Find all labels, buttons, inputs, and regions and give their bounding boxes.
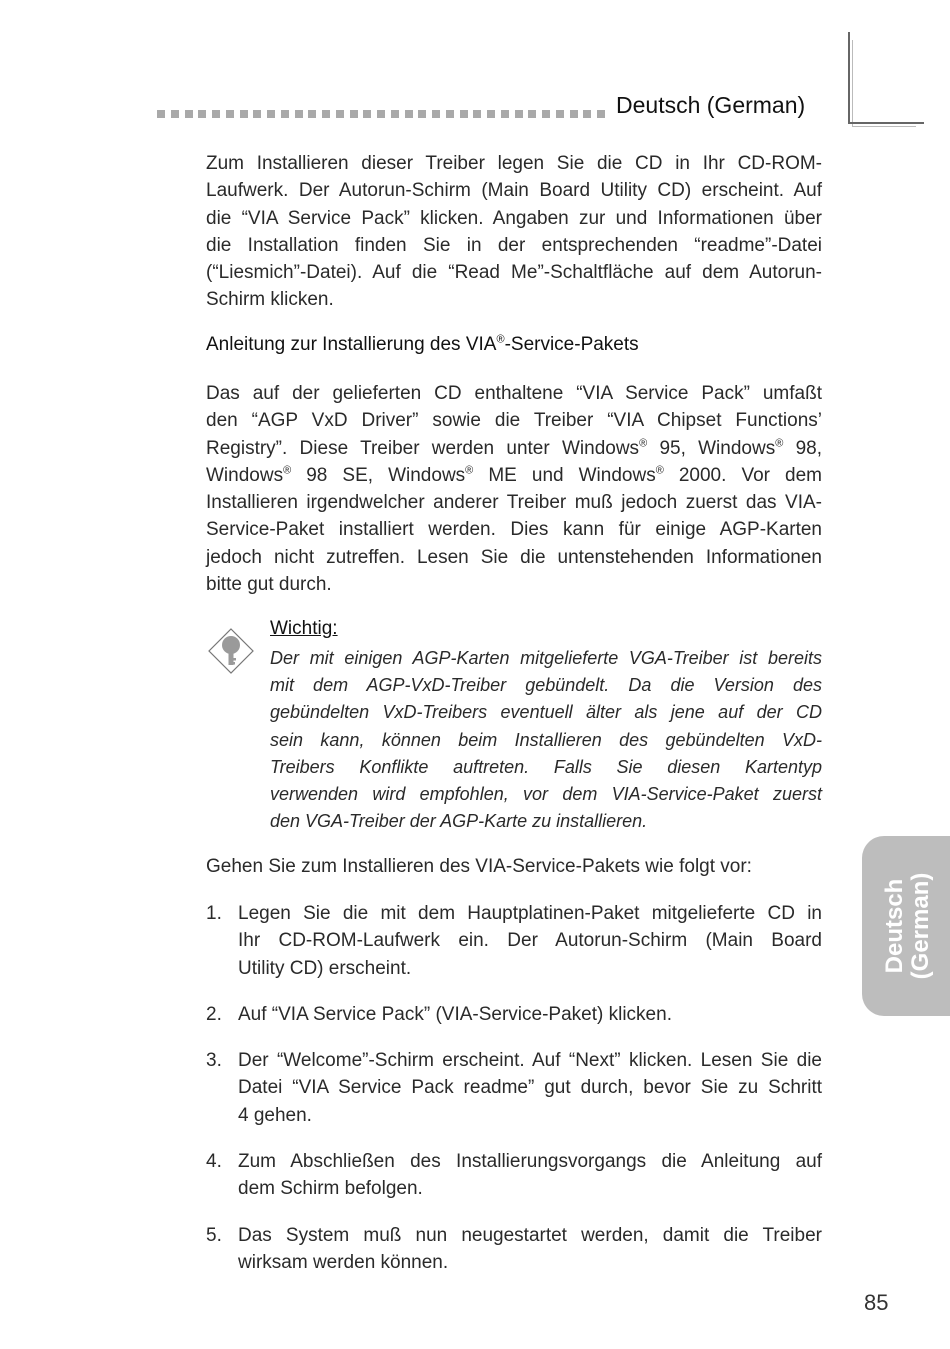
header-dot xyxy=(350,110,358,118)
text-line: (“Liesmich”-Datei). Auf die “Read Me”-Schaltfläche auf dem Autorun- xyxy=(206,262,822,284)
important-note-icon xyxy=(208,628,254,674)
header-dot xyxy=(556,110,564,118)
note-line: sein kann, können beim Installieren des gebündelten VxD- xyxy=(270,729,822,750)
list-line: Das System muß nun neugestartet werden, damit die Treiber xyxy=(238,1225,822,1246)
list-line: dem Schirm befolgen. xyxy=(238,1178,423,1200)
header-dot xyxy=(405,110,413,118)
steps-intro xyxy=(206,853,822,880)
text-fragment: 2000. Vor dem xyxy=(663,464,822,486)
header-dot xyxy=(487,110,495,118)
subheading-suffix: -Service-Pakets xyxy=(504,334,639,355)
header-dot xyxy=(570,110,578,118)
header-dot xyxy=(212,110,220,118)
list-line: Ihr CD-ROM-Laufwerk ein. Der Autorun-Schirm (Main Board xyxy=(238,930,822,952)
text-line: Das auf der gelieferten CD enthaltene “VIA Service Pack” umfaßt xyxy=(206,383,822,404)
header-dot xyxy=(185,110,193,118)
header-dot xyxy=(528,110,536,118)
list-line: Datei “VIA Service Pack readme” gut durch, bevor Sie zu Schritt xyxy=(238,1077,822,1099)
note-line: Der mit einigen AGP-Karten mitgelieferte VGA-Treiber ist bereits xyxy=(270,648,822,668)
list-number: 5. xyxy=(206,1225,222,1246)
note-title: Wichtig: xyxy=(270,618,338,639)
text-line: den “AGP VxD Driver” sowie die Treiber “VIA Chipset Functions’ xyxy=(206,410,822,432)
header-dot xyxy=(432,110,440,118)
text-line: jedoch nicht zutreffen. Lesen Sie die untenstehenden Informationen xyxy=(206,546,822,568)
note-line: verwenden wird empfohlen, vor dem VIA-Service-Paket zuerst xyxy=(270,784,822,805)
text-line: Zum Installieren dieser Treiber legen Sie die CD in Ihr CD-ROM- xyxy=(206,153,822,174)
corner-line-vertical xyxy=(848,32,850,124)
text-fragment: 98, xyxy=(783,437,822,459)
text-fragment: 95, Windows xyxy=(647,437,776,459)
header-dot xyxy=(322,110,330,118)
list-line: Utility CD) erscheint. xyxy=(238,957,412,979)
corner-shadow-horizontal xyxy=(852,126,916,127)
text-line: Laufwerk. Der Autorun-Schirm (Main Board Utility CD) erscheint. Auf xyxy=(206,180,822,202)
text-line: Service-Paket installiert werden. Dies kann für einige AGP-Karten xyxy=(206,519,822,541)
list-line: Der “Welcome”-Schirm erscheint. Auf “Next” klicken. Lesen Sie die xyxy=(238,1050,822,1071)
list-item xyxy=(206,1148,822,1203)
text-line: Gehen Sie zum Installieren des VIA-Service-Pakets wie folgt vor: xyxy=(206,856,752,877)
text-fragment: Windows xyxy=(206,464,284,486)
header-dot xyxy=(267,110,275,118)
text-line: die “VIA Service Pack” klicken. Angaben zur und Informationen über xyxy=(206,207,822,229)
note-body xyxy=(270,645,822,835)
side-tab-line: (German) xyxy=(907,872,934,980)
side-tab-label xyxy=(882,873,934,980)
registered-mark: ® xyxy=(283,464,292,477)
note-line: Treibers Konflikte auftreten. Falls Sie diesen Kartentyp xyxy=(270,756,822,777)
header-dot xyxy=(460,110,468,118)
note-line: gebündelten VxD-Treibers eventuell älter als jene auf der CD xyxy=(270,702,822,723)
note-line: mit dem AGP-VxD-Treiber gebündelt. Da die Version des xyxy=(270,675,822,696)
list-number: 1. xyxy=(206,903,222,924)
list-item xyxy=(206,1047,822,1129)
list-number: 2. xyxy=(206,1004,222,1025)
header-dot xyxy=(171,110,179,118)
text-fragment: 98 SE, Windows xyxy=(291,464,466,486)
header-dot xyxy=(377,110,385,118)
list-item xyxy=(206,1001,822,1028)
subheading-text: Anleitung zur Installierung des VIA xyxy=(206,334,497,355)
registered-mark: ® xyxy=(465,464,474,477)
corner-line-horizontal xyxy=(848,122,924,124)
text-line: die Installation finden Sie in der entsprechenden “readme”-Datei xyxy=(206,234,822,256)
corner-shadow-vertical xyxy=(852,40,853,126)
text-line xyxy=(206,462,822,489)
intro-paragraph xyxy=(206,150,822,314)
header-dotted-rule xyxy=(157,110,605,120)
header-dot xyxy=(583,110,591,118)
header-dot xyxy=(391,110,399,118)
list-line: Auf “VIA Service Pack” (VIA-Service-Paket) klicken. xyxy=(238,1004,672,1025)
list-line: Legen Sie die mit dem Hauptplatinen-Paket mitgelieferte CD in xyxy=(238,903,822,924)
page-number: 85 xyxy=(864,1290,889,1315)
header-dot xyxy=(542,110,550,118)
text-line: Schirm klicken. xyxy=(206,289,334,311)
header-dot xyxy=(418,110,426,118)
section-subheading xyxy=(206,334,639,356)
note-line: den VGA-Treiber der AGP-Karte zu installieren. xyxy=(270,811,648,832)
header-dot xyxy=(226,110,234,118)
header-dot xyxy=(253,110,261,118)
side-tab-line: Deutsch xyxy=(881,878,908,974)
header-dot xyxy=(363,110,371,118)
list-number: 3. xyxy=(206,1050,222,1071)
header-dot xyxy=(515,110,523,118)
header-dot xyxy=(473,110,481,118)
text-line xyxy=(206,435,822,462)
header-dot xyxy=(240,110,248,118)
list-item xyxy=(206,1222,822,1277)
list-line: 4 gehen. xyxy=(238,1104,312,1126)
header-dot xyxy=(336,110,344,118)
header-dot xyxy=(157,110,165,118)
header-dot xyxy=(198,110,206,118)
list-line: Zum Abschließen des Installierungsvorgangs die Anleitung auf xyxy=(238,1151,822,1172)
text-fragment: Registry”. Diese Treiber werden unter Windows xyxy=(206,437,640,459)
registered-mark: ® xyxy=(496,333,505,346)
registered-mark: ® xyxy=(775,437,784,450)
list-item xyxy=(206,900,822,982)
text-line: bitte gut durch. xyxy=(206,574,332,596)
header-dot xyxy=(308,110,316,118)
registered-mark: ® xyxy=(655,464,664,477)
header-dot xyxy=(281,110,289,118)
list-number: 4. xyxy=(206,1151,222,1172)
text-fragment: ME und Windows xyxy=(473,464,656,486)
page-header-title: Deutsch (German) xyxy=(616,92,806,118)
text-line: Installieren irgendwelcher anderer Treiber muß jedoch zuerst das VIA- xyxy=(206,492,822,514)
header-dot xyxy=(446,110,454,118)
header-dot xyxy=(597,110,605,118)
header-dot xyxy=(295,110,303,118)
registered-mark: ® xyxy=(639,437,648,450)
service-pack-paragraph xyxy=(206,380,822,598)
header-dot xyxy=(501,110,509,118)
list-line: wirksam werden können. xyxy=(238,1252,449,1274)
